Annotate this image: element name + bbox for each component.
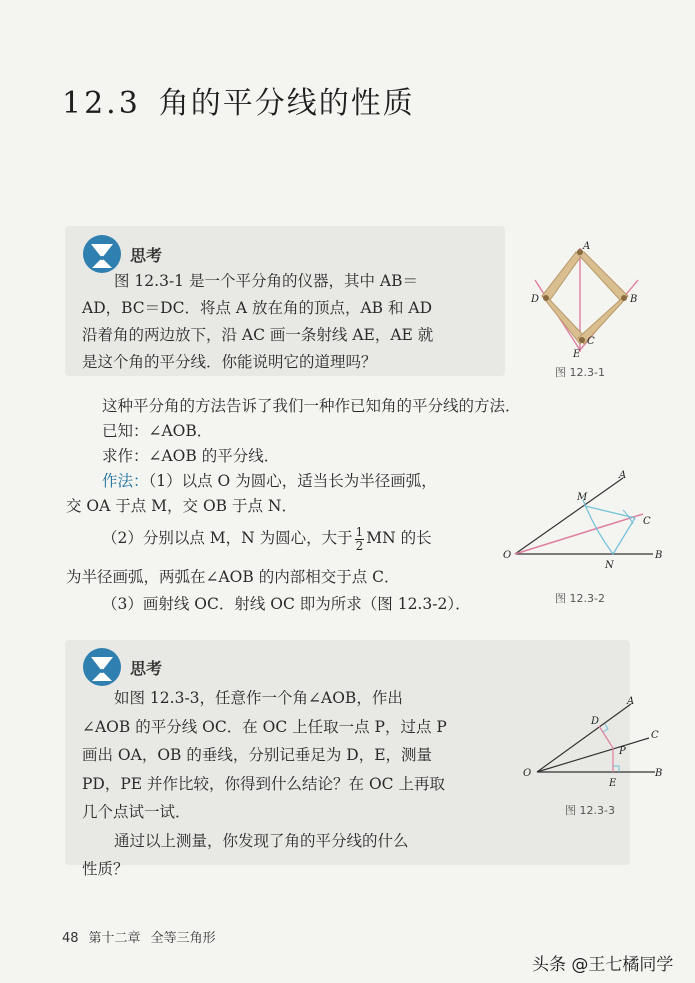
fig2-label-c: C — [643, 516, 651, 527]
fig1-label-c: C — [587, 336, 595, 347]
think2-text — [82, 684, 502, 884]
think1-line-3: 沿着角的两边放下，沿 AC 画一条射线 AE，AE 就 — [82, 326, 434, 344]
fig2-label-o: O — [503, 550, 512, 561]
fig2-label-a: A — [619, 470, 627, 481]
method-step2a-post: MN 的长 — [366, 529, 432, 547]
fig3-label-d: D — [591, 716, 600, 727]
fig3-label-a: A — [627, 696, 635, 707]
method-steps-label: 作法： — [102, 472, 149, 490]
page-footer — [62, 927, 216, 946]
think2-line-6: 通过以上测量，你发现了角的平分线的什么 — [114, 831, 409, 850]
fig2-label-b: B — [655, 550, 663, 561]
think-header-2 — [82, 647, 162, 687]
section-number: 12.3 — [62, 86, 141, 121]
think-icon — [82, 647, 122, 687]
figure-caption-2: 图 12.3-2 — [555, 592, 605, 605]
section-heading: 角的平分线的性质 — [158, 86, 415, 121]
method-find: 求作：∠AOB 的平分线． — [102, 447, 280, 465]
fig2-label-n: N — [605, 560, 614, 571]
fig3-label-p: P — [619, 746, 626, 757]
fig1-label-a: A — [583, 241, 591, 252]
method-step1b: 交 OA 于点 M，交 OB 于点 N． — [66, 497, 297, 515]
fraction-half — [355, 526, 365, 553]
figure-caption-1: 图 12.3-1 — [555, 366, 605, 379]
method-step2b: 为半径画弧，两弧在∠AOB 的内部相交于点 C． — [66, 568, 400, 586]
think2-line-1: 如图 12.3-3，任意作一个角∠AOB，作出 — [114, 689, 403, 707]
think-label-1: 思考 — [130, 245, 163, 265]
think2-line-5: 几个点试一试． — [82, 803, 191, 821]
think2-line-3: 画出 OA，OB 的垂线，分别记垂足为 D，E，测量 — [82, 746, 433, 764]
method-step3: （3）画射线 OC．射线 OC 即为所求（图 12.3-2）． — [102, 595, 471, 613]
figure-12-3-2 — [495, 468, 675, 578]
fig2-label-m: M — [577, 492, 588, 503]
method-given: 已知：∠AOB． — [102, 422, 213, 440]
think-label-2: 思考 — [130, 658, 163, 678]
page-number: 48 — [62, 931, 79, 946]
method-step2a-pre: （2）分别以点 M，N 为圆心，大于 — [102, 529, 353, 547]
method-step1a: （1）以点 O 为圆心，适当长为半径画弧， — [148, 472, 437, 490]
section-title — [62, 78, 415, 122]
chapter-number: 第十二章 — [88, 931, 141, 946]
chapter-title: 全等三角形 — [150, 931, 216, 946]
think1-line-1: 图 12.3-1 是一个平分角的仪器，其中 AB＝ — [114, 272, 418, 290]
fig1-label-d: D — [531, 294, 540, 305]
figure-12-3-1 — [520, 240, 650, 360]
think1-line-2: AD，BC＝DC．将点 A 放在角的顶点，AB 和 AD — [82, 299, 433, 317]
fig1-label-e: E — [573, 349, 581, 360]
fig3-label-c: C — [651, 730, 659, 741]
fig3-label-b: B — [655, 768, 663, 779]
fig3-label-o: O — [523, 768, 532, 779]
figure-12-3-3 — [515, 692, 670, 792]
think2-line-2: ∠AOB 的平分线 OC．在 OC 上任取一点 P，过点 P — [82, 717, 447, 736]
watermark: 头条 @王七橘同学 — [532, 955, 674, 975]
think2-line-4: PD，PE 并作比较，你得到什么结论？在 OC 上再取 — [82, 774, 445, 793]
fraction-num: 1 — [355, 524, 364, 539]
figure-caption-3: 图 12.3-3 — [565, 804, 615, 817]
think2-line-7: 性质？ — [82, 860, 129, 878]
fig3-label-e: E — [609, 778, 617, 789]
method-intro: 这种平分角的方法告诉了我们一种作已知角的平分线的方法． — [102, 397, 521, 415]
think1-text — [82, 268, 494, 376]
think1-line-4: 是这个角的平分线．你能说明它的道理吗？ — [82, 353, 377, 371]
fraction-den: 2 — [355, 538, 364, 553]
method-step2a — [102, 525, 432, 553]
method-step1 — [102, 468, 437, 495]
fig1-label-b: B — [630, 294, 638, 305]
